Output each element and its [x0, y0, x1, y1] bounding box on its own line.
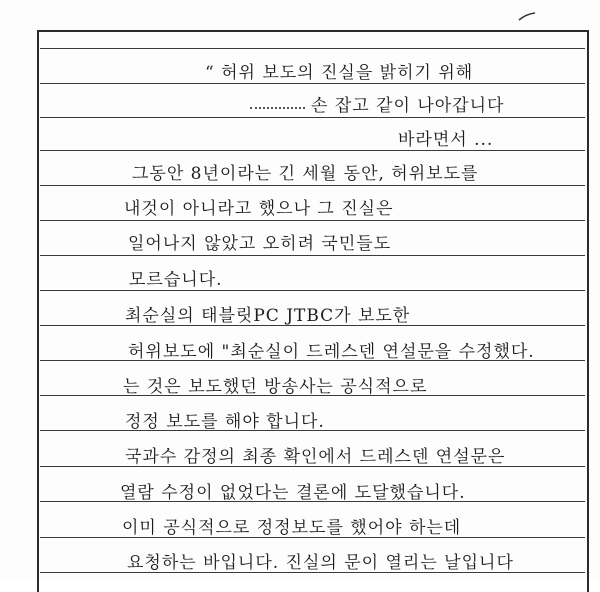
letter-line: 손 잡고 같이 나아갑니다	[250, 91, 504, 116]
ruled-line	[40, 117, 585, 118]
letter-line: 일어나지 않았고 오히려 국민들도	[128, 234, 392, 254]
ruled-line	[40, 255, 585, 256]
letter-line: 이미 공식적으로 정정보도를 했어야 하는데	[122, 518, 462, 538]
letter-line: 국과수 감정의 최종 확인에서 드레스덴 연설문은	[125, 447, 506, 467]
ruled-line	[40, 290, 585, 291]
letter-line: 요청하는 바입니다. 진실의 문이 열리는 날입니다	[127, 553, 514, 573]
letter-line: 그동안 8년이라는 긴 세월 동안, 허위보도를	[132, 164, 479, 184]
letter-line: 내것이 아니라고 했으나 그 진실은	[124, 199, 394, 219]
ruled-line	[40, 48, 585, 49]
ruled-line	[40, 150, 585, 151]
redacted-mark	[250, 105, 305, 109]
letter-line: 정정 보도를 해야 합니다.	[125, 412, 325, 432]
letter-line: “ 허위 보도의 진실을 밝히기 위해	[205, 63, 474, 83]
letter-line: 바라면서 ...	[398, 130, 494, 150]
ruled-line	[40, 220, 585, 221]
pen-stroke-mark	[518, 12, 536, 22]
letter-line: 모르습니다.	[129, 270, 223, 290]
ruled-line	[40, 185, 585, 186]
letter-line: 열람 수정이 없었다는 결론에 도달했습니다.	[120, 483, 466, 503]
letter-line: 는 것은 보도했던 방송사는 공식적으로	[123, 377, 428, 397]
letter-line: 허위보도에 "최순실이 드레스덴 연설문을 수정했다.	[128, 342, 535, 362]
letter-line: 최순실의 태블릿PC JTBC가 보도한	[125, 306, 411, 326]
ruled-line	[40, 83, 585, 84]
